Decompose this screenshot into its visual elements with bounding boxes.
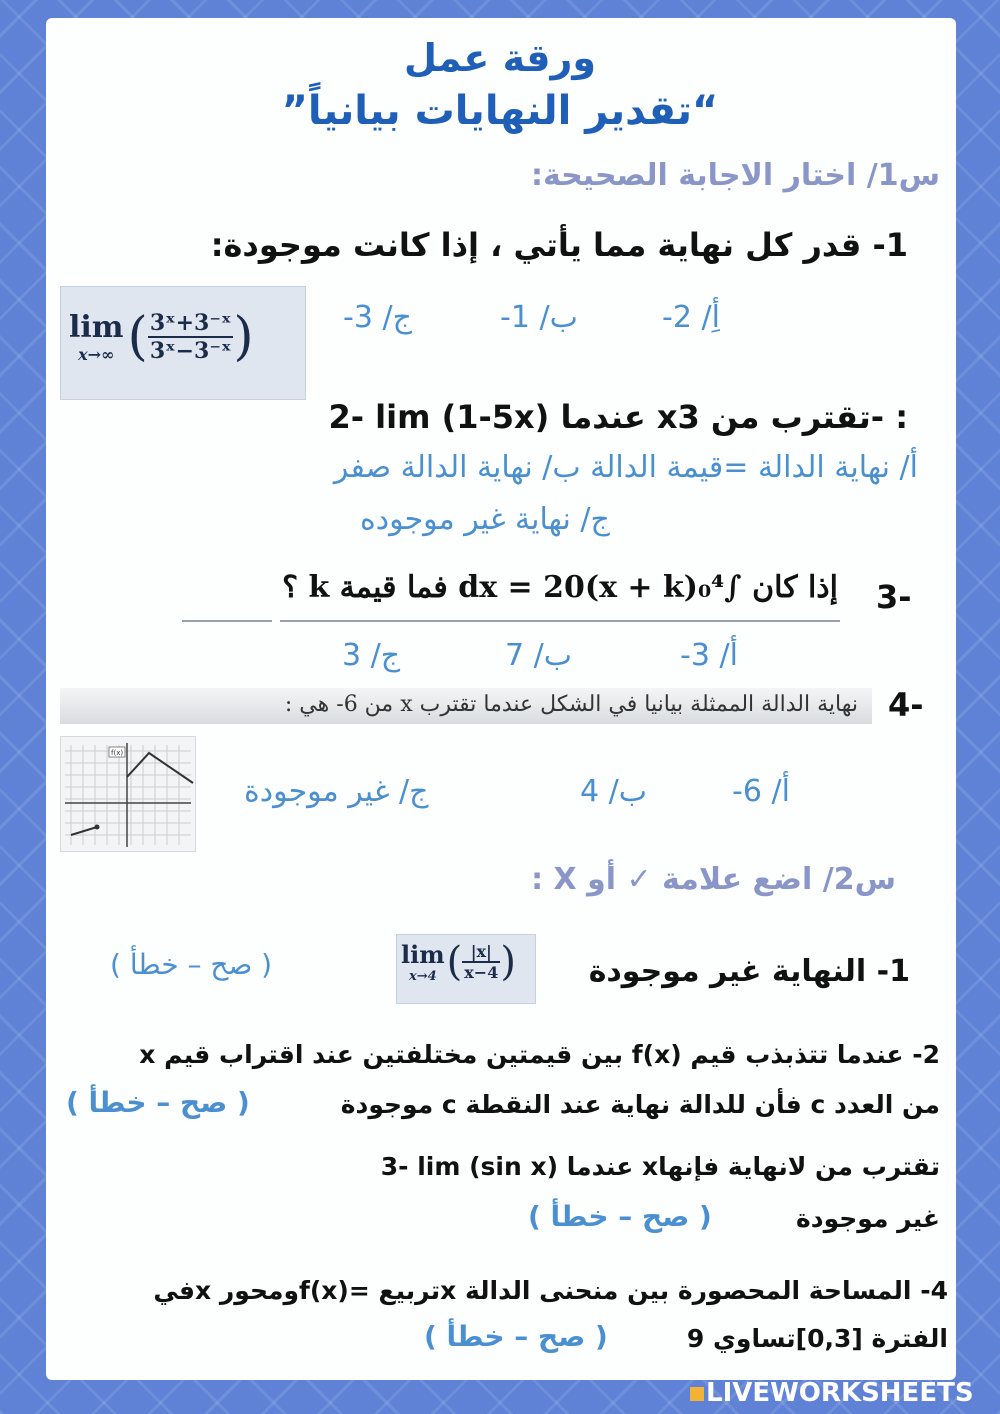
section2-heading: س2/ اضع علامة ✓ أو X :: [531, 862, 896, 897]
logo-text: LIVEWORKSHEETS: [706, 1378, 974, 1408]
s2-lim: lim: [401, 940, 445, 969]
q4-text: نهاية الدالة الممثلة بيانيا في الشكل عندما تقترب x من 6- هي :: [284, 692, 858, 717]
title-line-1: ورقة عمل: [403, 36, 596, 80]
s2-item1-text: 1- النهاية غير موجودة: [588, 954, 910, 989]
q1-lim-sub: x→∞: [78, 345, 115, 364]
q3-option-a[interactable]: أ/ 3-: [680, 638, 738, 673]
s2-item3-answer[interactable]: ( صح – خطأ ): [528, 1200, 712, 1233]
q1-option-c[interactable]: ج/ 3-: [343, 300, 412, 335]
s2-item2-line2: من العدد c فأن للدالة نهاية عند النقطة c موجودة: [340, 1090, 940, 1119]
s2-item3-line2: غير موجودة: [796, 1204, 940, 1233]
q3-underline-2: [280, 620, 840, 622]
title-line-2: “تقدير النهايات بيانياً”: [281, 88, 719, 134]
s2-numerator: |x|: [462, 942, 500, 963]
s2-item2-answer[interactable]: ( صح – خطأ ): [66, 1086, 250, 1119]
s2-item2-line1: 2- عندما تتذبذب قيم f(x) بين قيمتين مختلفتين عند اقتراب قيم x: [139, 1040, 940, 1069]
q4-option-a[interactable]: أ/ 6-: [732, 774, 790, 809]
q2-option-c[interactable]: ج/ نهاية غير موجوده: [360, 502, 610, 537]
graph-fx-label: f(x): [111, 749, 124, 757]
s2-item4-line1: 4- المساحة المحصورة بين منحنى الدالة xتربيع =f(x)ومحور xفي: [153, 1276, 948, 1305]
liveworksheets-logo: [690, 1378, 974, 1408]
q2-options-line1[interactable]: أ/ نهاية الدالة =قيمة الدالة ب/ نهاية الدالة صفر: [333, 450, 918, 485]
s2-denominator: x−4: [464, 963, 499, 982]
q4-number: 4-: [888, 686, 924, 724]
q1-numerator: 3ˣ+3⁻ˣ: [149, 310, 232, 336]
logo-mark-icon: [690, 1387, 704, 1401]
s2-item1-limit-image: lim x→4 ( $\frac{|x|}{x-4}$ ): [396, 934, 536, 1004]
q3-underline-1: [182, 620, 272, 622]
s2-item3-line1: 3- lim (sin x) عندما xتقترب من لانهاية فإنها: [380, 1152, 940, 1181]
q4-graph-image: [60, 736, 196, 852]
q1-denominator: 3ˣ−3⁻ˣ: [149, 338, 232, 364]
q2-text: 2- lim (1-5x) عندما xتقترب من 3- :: [328, 398, 908, 436]
s2-item4-answer[interactable]: ( صح – خطأ ): [424, 1320, 608, 1353]
q4-option-c[interactable]: ج/ غير موجودة: [244, 774, 429, 809]
s2-item4-line2: الفترة [0,3]تساوي 9: [686, 1324, 948, 1353]
q3-option-c[interactable]: ج/ 3: [342, 638, 401, 673]
q3-option-b[interactable]: ب/ 7: [505, 638, 572, 673]
q3-text: إذا كان ∫₀⁴(x + k)dx = 20 فما قيمة k ؟: [282, 570, 838, 605]
q1-option-a[interactable]: أِ/ 2-: [662, 300, 720, 335]
section1-heading: س1/ اختار الاجابة الصحيحة:: [530, 158, 940, 193]
graph-curve-left: [71, 827, 97, 835]
q4-option-b[interactable]: ب/ 4: [580, 774, 647, 809]
graph-curve-right: [127, 753, 193, 783]
q1-limit-image: lim x→∞ ( $\frac{\text{3ˣ+3⁻ˣ}}{\text{3ˣ−3⁻ˣ}}$ ): [60, 286, 306, 400]
q1-lim: lim: [69, 310, 124, 345]
s2-item1-answer[interactable]: ( صح – خطأ ): [110, 948, 273, 981]
q4-graph: [61, 737, 195, 851]
q1-option-b[interactable]: ب/ 1-: [500, 300, 578, 335]
q1-text: 1- قدر كل نهاية مما يأتي ، إذا كانت موجودة:: [210, 226, 908, 264]
q3-number: 3-: [876, 578, 912, 616]
s2-lim-sub: x→4: [408, 969, 437, 984]
